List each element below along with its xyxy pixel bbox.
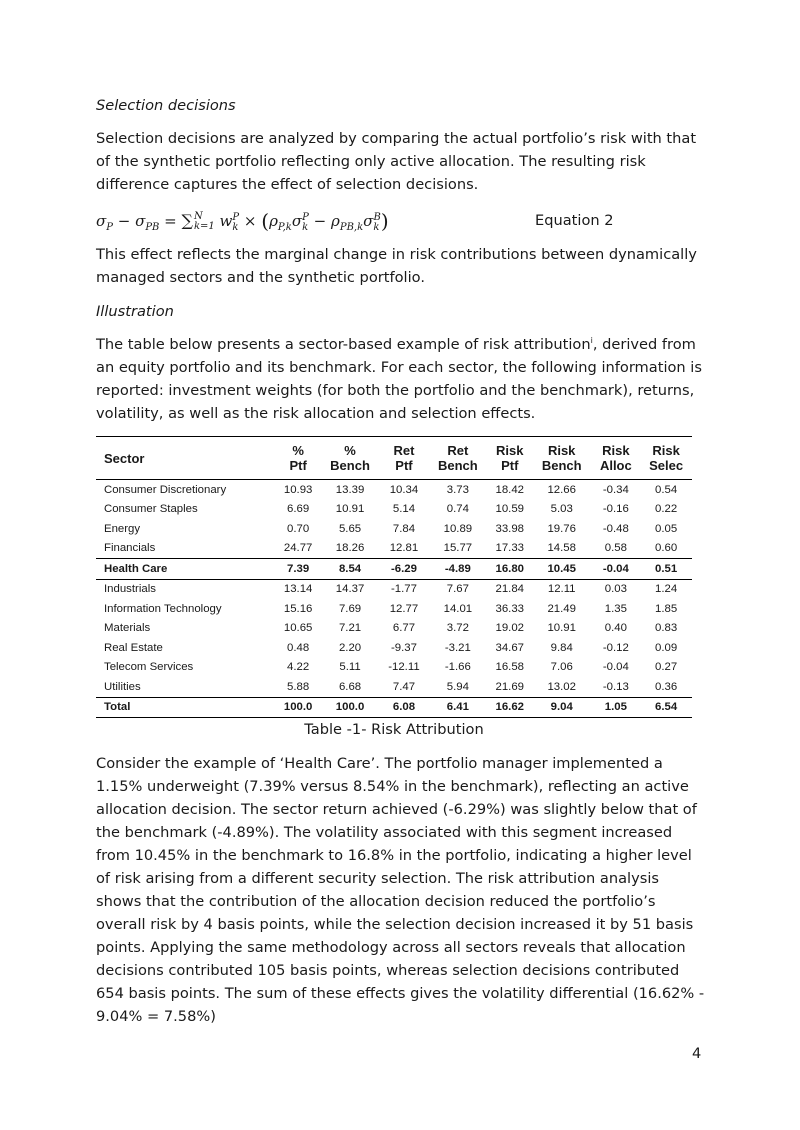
paragraph-table-intro [96, 333, 708, 425]
table-cell-value: 15.77 [443, 542, 473, 555]
table-cell-value: 0.48 [287, 641, 310, 654]
header-risk-alloc: Risk Alloc [591, 437, 640, 480]
equation-label: Equation 2 [535, 212, 614, 229]
table-row [96, 697, 692, 718]
table-cell-value: 0.60 [655, 542, 678, 555]
paragraph-selection: Selection decisions are analyzed by comparing the actual portfolio’s risk with that of the synthetic portfolio reflecting only active allocation. The resulting risk difference captures the effect of selection decisions. [96, 130, 697, 193]
table-cell-value: 10.59 [495, 503, 525, 516]
page-content [96, 94, 708, 1039]
table-cell-value: 10.93 [283, 483, 313, 496]
table-cell-value: 13.39 [335, 483, 365, 496]
header-ret-bench: Ret Bench [428, 437, 488, 480]
table-cell-value: -0.04 [602, 661, 629, 674]
table-cell-value: 16.80 [488, 559, 532, 580]
table-cell-value: 12.66 [547, 483, 576, 496]
table-cell-value: -4.89 [428, 559, 488, 580]
table-cell-value: 6.41 [428, 697, 488, 718]
table-cell-value: 5.11 [339, 661, 361, 674]
table-row [96, 519, 692, 539]
table-row [96, 579, 692, 599]
table-row [96, 500, 692, 520]
table-cell-value: 6.68 [338, 680, 362, 693]
risk-attribution-table [96, 436, 692, 718]
table-cell-sector: Real Estate [104, 641, 163, 654]
table-cell-value: 1.05 [591, 697, 640, 718]
table-cell-value: 5.94 [446, 680, 469, 693]
table-cell-value: 17.33 [495, 542, 525, 555]
table-cell-value: 14.58 [547, 542, 576, 555]
table-cell-value: 15.16 [283, 602, 313, 615]
header-pct-bench: % Bench [320, 437, 380, 480]
table-row [96, 677, 692, 697]
table-cell-value: 10.91 [547, 622, 576, 635]
table-body [96, 480, 692, 718]
table-cell-sector: Industrials [104, 583, 156, 596]
table-cell-value: 12.81 [389, 542, 419, 555]
table-cell-value: -6.29 [380, 559, 428, 580]
table-cell-value: -1.66 [444, 661, 471, 674]
table-cell-value: 0.05 [655, 522, 678, 535]
table-cell-value: 19.76 [547, 522, 576, 535]
table-cell-value: -12.11 [388, 661, 420, 674]
section-heading-illustration: Illustration [96, 303, 174, 320]
table-cell-sector: Health Care [96, 559, 276, 580]
table-cell-value: 0.40 [604, 622, 627, 635]
table-cell-value: 6.54 [640, 697, 692, 718]
table-cell-value: 13.02 [547, 680, 576, 693]
table-cell-value: -9.37 [390, 641, 417, 654]
table-row [96, 658, 692, 678]
table-cell-value: 14.01 [443, 602, 473, 615]
paragraph-conclusion: Consider the example of ‘Health Care’. The portfolio manager implemented a 1.15% underweight (7.39% versus 8.54% in the benchmark), reflecting an active allocation decision. The sector return achieved (-6.29%) was slightly below that of the benchmark (-4.89%). The volatility associated with this segment increased from 10.45% in the benchmark to 16.8% in the portfolio, indicating a higher level of risk arising from a different security selection. The risk attribution analysis shows that the contribution of the allocation decision reduced the portfolio’s overall risk by 4 basis points, while the selection decision increased it by 51 basis points. Applying the same methodology across all sectors reveals that allocation decisions contributed 105 basis points, whereas selection decisions contributed 654 basis points. The sum of these effects gives the volatility differential (16.62% - 9.04% = 7.58%) [96, 755, 705, 1025]
table-cell-value: 5.65 [338, 522, 362, 535]
table-cell-value: -1.77 [390, 583, 417, 596]
header-sector: Sector [96, 437, 276, 480]
table-cell-value: 5.88 [287, 680, 310, 693]
table-cell-value: 18.42 [495, 483, 525, 496]
table-cell-value: 7.47 [392, 680, 416, 693]
table-cell-value: 10.89 [443, 522, 473, 535]
table-cell-value: 5.03 [550, 503, 573, 516]
header-pct-ptf: % Ptf [276, 437, 320, 480]
paragraph-effect: This effect reflects the marginal change in risk contributions between dynamically managed sectors and the synthetic portfolio. [96, 246, 697, 286]
table-cell-value: 24.77 [283, 542, 313, 555]
table-cell-sector: Information Technology [104, 602, 222, 615]
table-cell-value: 6.69 [287, 503, 310, 516]
table-cell-value: 3.73 [446, 483, 469, 496]
table-cell-value: 0.09 [655, 641, 678, 654]
table-row [96, 638, 692, 658]
table-cell-value: 16.58 [495, 661, 525, 674]
table-row [96, 559, 692, 580]
table-cell-value: 34.67 [495, 641, 525, 654]
table-cell-value: 0.83 [655, 622, 678, 635]
table-cell-value: 12.11 [547, 583, 576, 596]
table-intro-part-b: , derived from an equity portfolio and its benchmark. For each sector, the following information is reported: investment weights (for both the portfolio and the benchmark), returns, volatility, as well as the risk allocation and selection effects. [96, 336, 702, 422]
table-intro-part-a: The table below presents a sector-based example of risk attribution [96, 336, 591, 353]
table-cell-value: -0.13 [602, 680, 629, 693]
table-cell-value: 18.26 [335, 542, 365, 555]
table-cell-value: 0.51 [640, 559, 692, 580]
table-cell-value: 21.49 [547, 602, 576, 615]
table-cell-value: 0.03 [604, 583, 627, 596]
table-cell-value: 3.72 [446, 622, 469, 635]
table-cell-value: -3.21 [444, 641, 471, 654]
header-risk-bench: Risk Bench [532, 437, 592, 480]
table-cell-value: 7.21 [338, 622, 362, 635]
table-cell-value: 6.08 [380, 697, 428, 718]
table-cell-sector: Financials [104, 542, 156, 555]
table-cell-value: 7.69 [338, 602, 362, 615]
table-cell-value: -0.12 [602, 641, 629, 654]
table-cell-sector: Materials [104, 622, 151, 635]
table-cell-value: 6.77 [392, 622, 416, 635]
table-cell-value: 0.70 [287, 522, 310, 535]
table-cell-value: 9.04 [532, 697, 592, 718]
table-cell-value: 7.39 [276, 559, 320, 580]
table-cell-sector: Total [96, 697, 276, 718]
table-cell-value: 33.98 [495, 522, 525, 535]
table-header-row [96, 437, 692, 480]
table-cell-sector: Consumer Staples [104, 503, 198, 516]
table-cell-value: 0.22 [655, 503, 678, 516]
header-ret-ptf: Ret Ptf [380, 437, 428, 480]
table-cell-value: 4.22 [287, 661, 310, 674]
table-cell-value: 21.69 [495, 680, 525, 693]
table-cell-value: 14.37 [335, 583, 365, 596]
table-cell-value: 9.84 [550, 641, 573, 654]
table-cell-value: 0.58 [604, 542, 627, 555]
table-cell-value: 12.77 [389, 602, 419, 615]
equation-formula: $\sigma_P - \sigma_{PB}$ = ∑ N k=1 $w_k^P \times (\rho_{P,k}\sigma_k^P - \rho_{PB,k}\sigma_k^B)$ [96, 209, 389, 233]
header-risk-selec: Risk Selec [640, 437, 692, 480]
table-cell-value: 36.33 [495, 602, 525, 615]
table-cell-value: 1.35 [604, 602, 627, 615]
table-row [96, 539, 692, 559]
table-cell-sector: Consumer Discretionary [104, 483, 227, 496]
table-cell-value: 100.0 [320, 697, 380, 718]
table-cell-value: -0.34 [602, 483, 629, 496]
table-row [96, 480, 692, 500]
page-number: 4 [692, 1045, 702, 1062]
table-cell-value: 7.84 [392, 522, 416, 535]
table-cell-value: 7.06 [550, 661, 573, 674]
table-cell-value: 7.67 [446, 583, 469, 596]
equation-2 [96, 207, 708, 235]
table-cell-value: 16.62 [488, 697, 532, 718]
table-cell-value: 0.36 [655, 680, 678, 693]
table-caption: Table -1- Risk Attribution [304, 721, 484, 738]
table-cell-value: 13.14 [283, 583, 313, 596]
table-row [96, 599, 692, 619]
table-cell-value: 21.84 [495, 583, 525, 596]
table-cell-value: 19.02 [495, 622, 525, 635]
section-heading-selection: Selection decisions [96, 97, 236, 114]
table-cell-sector: Energy [104, 522, 141, 535]
table-cell-value: 0.27 [655, 661, 678, 674]
table-cell-value: -0.48 [602, 522, 629, 535]
table-cell-value: -0.04 [591, 559, 640, 580]
table-cell-value: 10.91 [335, 503, 365, 516]
table-cell-sector: Telecom Services [104, 661, 194, 674]
table-cell-value: 10.45 [532, 559, 592, 580]
table-cell-value: 8.54 [320, 559, 380, 580]
table-cell-value: 1.24 [655, 583, 678, 596]
header-risk-ptf: Risk Ptf [488, 437, 532, 480]
table-cell-value: 1.85 [655, 602, 678, 615]
table-cell-value: 0.74 [446, 503, 469, 516]
footnote-marker[interactable]: i [590, 336, 593, 346]
table-cell-value: 2.20 [338, 641, 362, 654]
table-cell-value: 10.34 [389, 483, 419, 496]
table-cell-sector: Utilities [104, 680, 141, 693]
table-cell-value: 100.0 [276, 697, 320, 718]
table-cell-value: -0.16 [602, 503, 629, 516]
table-cell-value: 5.14 [392, 503, 416, 516]
table-cell-value: 0.54 [655, 483, 678, 496]
table-cell-value: 10.65 [283, 622, 313, 635]
table-row [96, 619, 692, 639]
